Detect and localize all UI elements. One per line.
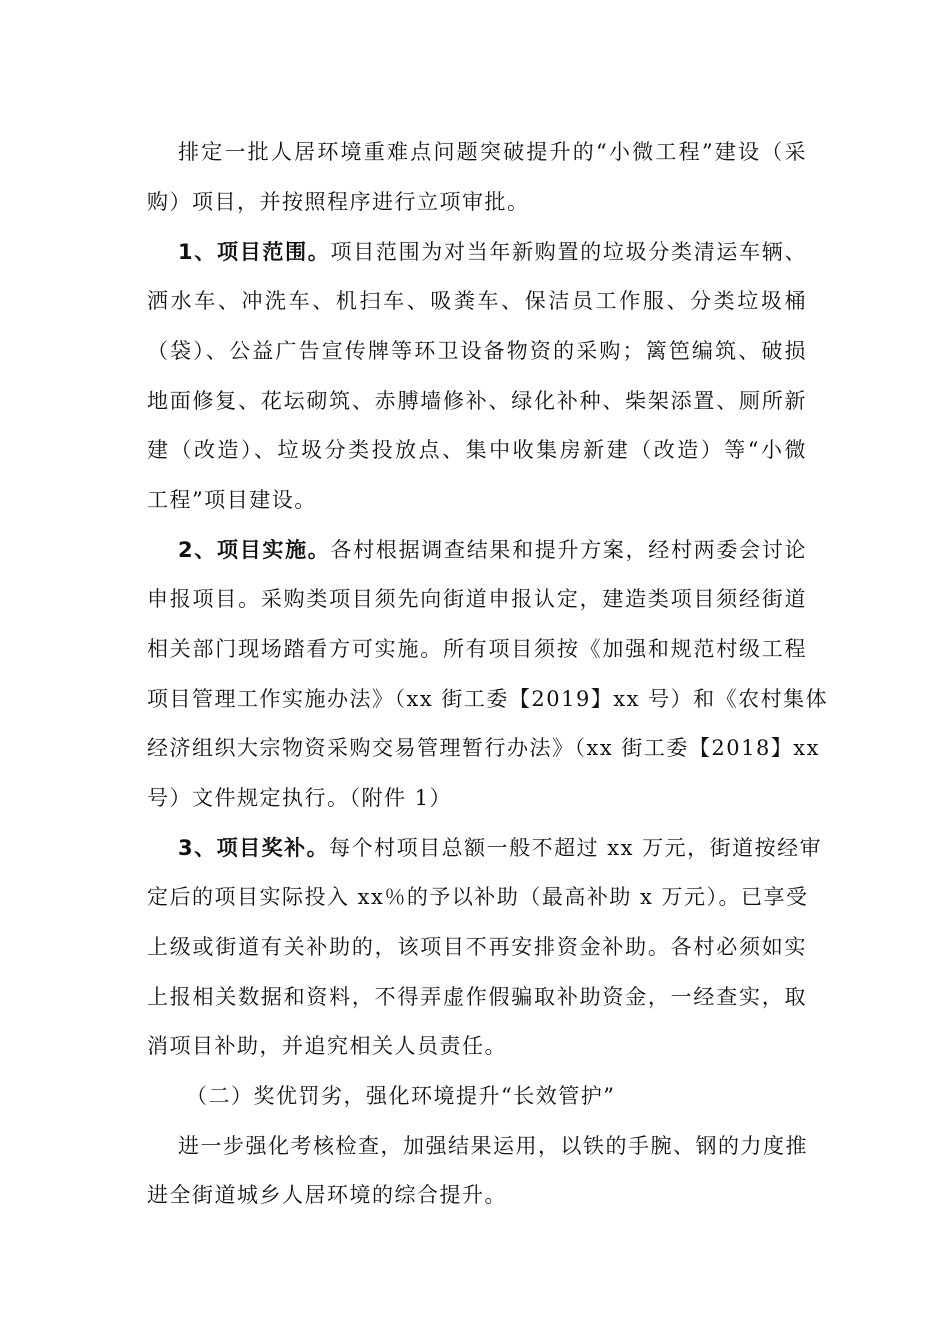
item2-line-2: 申报项目。采购类项目须先向街道申报认定，建造类项目须经街道 <box>147 587 807 611</box>
intro-line-1: 排定一批人居环境重难点问题突破提升的“小微工程”建设（采 <box>178 140 807 164</box>
item3-line-1: 每个村项目总额一般不超过 xx 万元，街道按经审 <box>329 836 823 860</box>
item2-first-line <box>178 535 807 565</box>
item1-first-line <box>178 237 807 267</box>
item1-line-3: （袋）、公益广告宣传牌等环卫设备物资的采购；篱笆编筑、破损 <box>147 339 807 363</box>
item1-heading: 1、项目范围。 <box>178 240 331 264</box>
item1-line-4: 地面修复、花坛砌筑、赤膊墙修补、绿化补种、柴架添置、厕所新 <box>147 389 807 413</box>
item3-heading: 3、项目奖补。 <box>178 836 330 860</box>
item1-line-5: 建（改造）、垃圾分类投放点、集中收集房新建（改造）等“小微 <box>147 438 807 462</box>
item2-line-5: 经济组织大宗物资采购交易管理暂行办法》（xx 街工委【2018】xx <box>147 736 820 760</box>
item2-line-3: 相关部门现场踏看方可实施。所有项目须按《加强和规范村级工程 <box>147 637 807 661</box>
item3-line-5: 消项目补助，并追究相关人员责任。 <box>147 1034 507 1058</box>
item3-first-line <box>178 833 823 863</box>
intro-line-2: 购）项目，并按照程序进行立项审批。 <box>147 190 530 214</box>
item3-line-2: 定后的项目实际投入 xx％的予以补助（最高补助 x 万元）。已享受 <box>147 885 809 909</box>
section2-line-2: 进全街道城乡人居环境的综合提升。 <box>147 1183 507 1207</box>
item1-line-1: 项目范围为对当年新购置的垃圾分类清运车辆、 <box>330 240 807 264</box>
item1-line-2: 洒水车、冲洗车、机扫车、吸粪车、保洁员工作服、分类垃圾桶 <box>147 289 807 313</box>
item1-line-6: 工程”项目建设。 <box>147 488 317 512</box>
item2-line-1: 各村根据调查结果和提升方案，经村两委会讨论 <box>330 538 807 562</box>
section2-line-1: 进一步强化考核检查，加强结果运用，以铁的手腕、钢的力度推 <box>178 1134 808 1158</box>
item2-heading: 2、项目实施。 <box>178 538 331 562</box>
item2-line-6: 号）文件规定执行。（附件 1） <box>147 786 453 810</box>
item3-line-3: 上级或街道有关补助的，该项目不再安排资金补助。各村必须如实 <box>147 935 807 959</box>
item2-line-4: 项目管理工作实施办法》（xx 街工委【2019】xx 号）和《农村集体 <box>147 687 829 711</box>
section2-heading: （二）奖优罚劣，强化环境提升“长效管护” <box>186 1084 616 1108</box>
item3-line-4: 上报相关数据和资料，不得弄虚作假骗取补助资金，一经查实，取 <box>147 985 807 1009</box>
